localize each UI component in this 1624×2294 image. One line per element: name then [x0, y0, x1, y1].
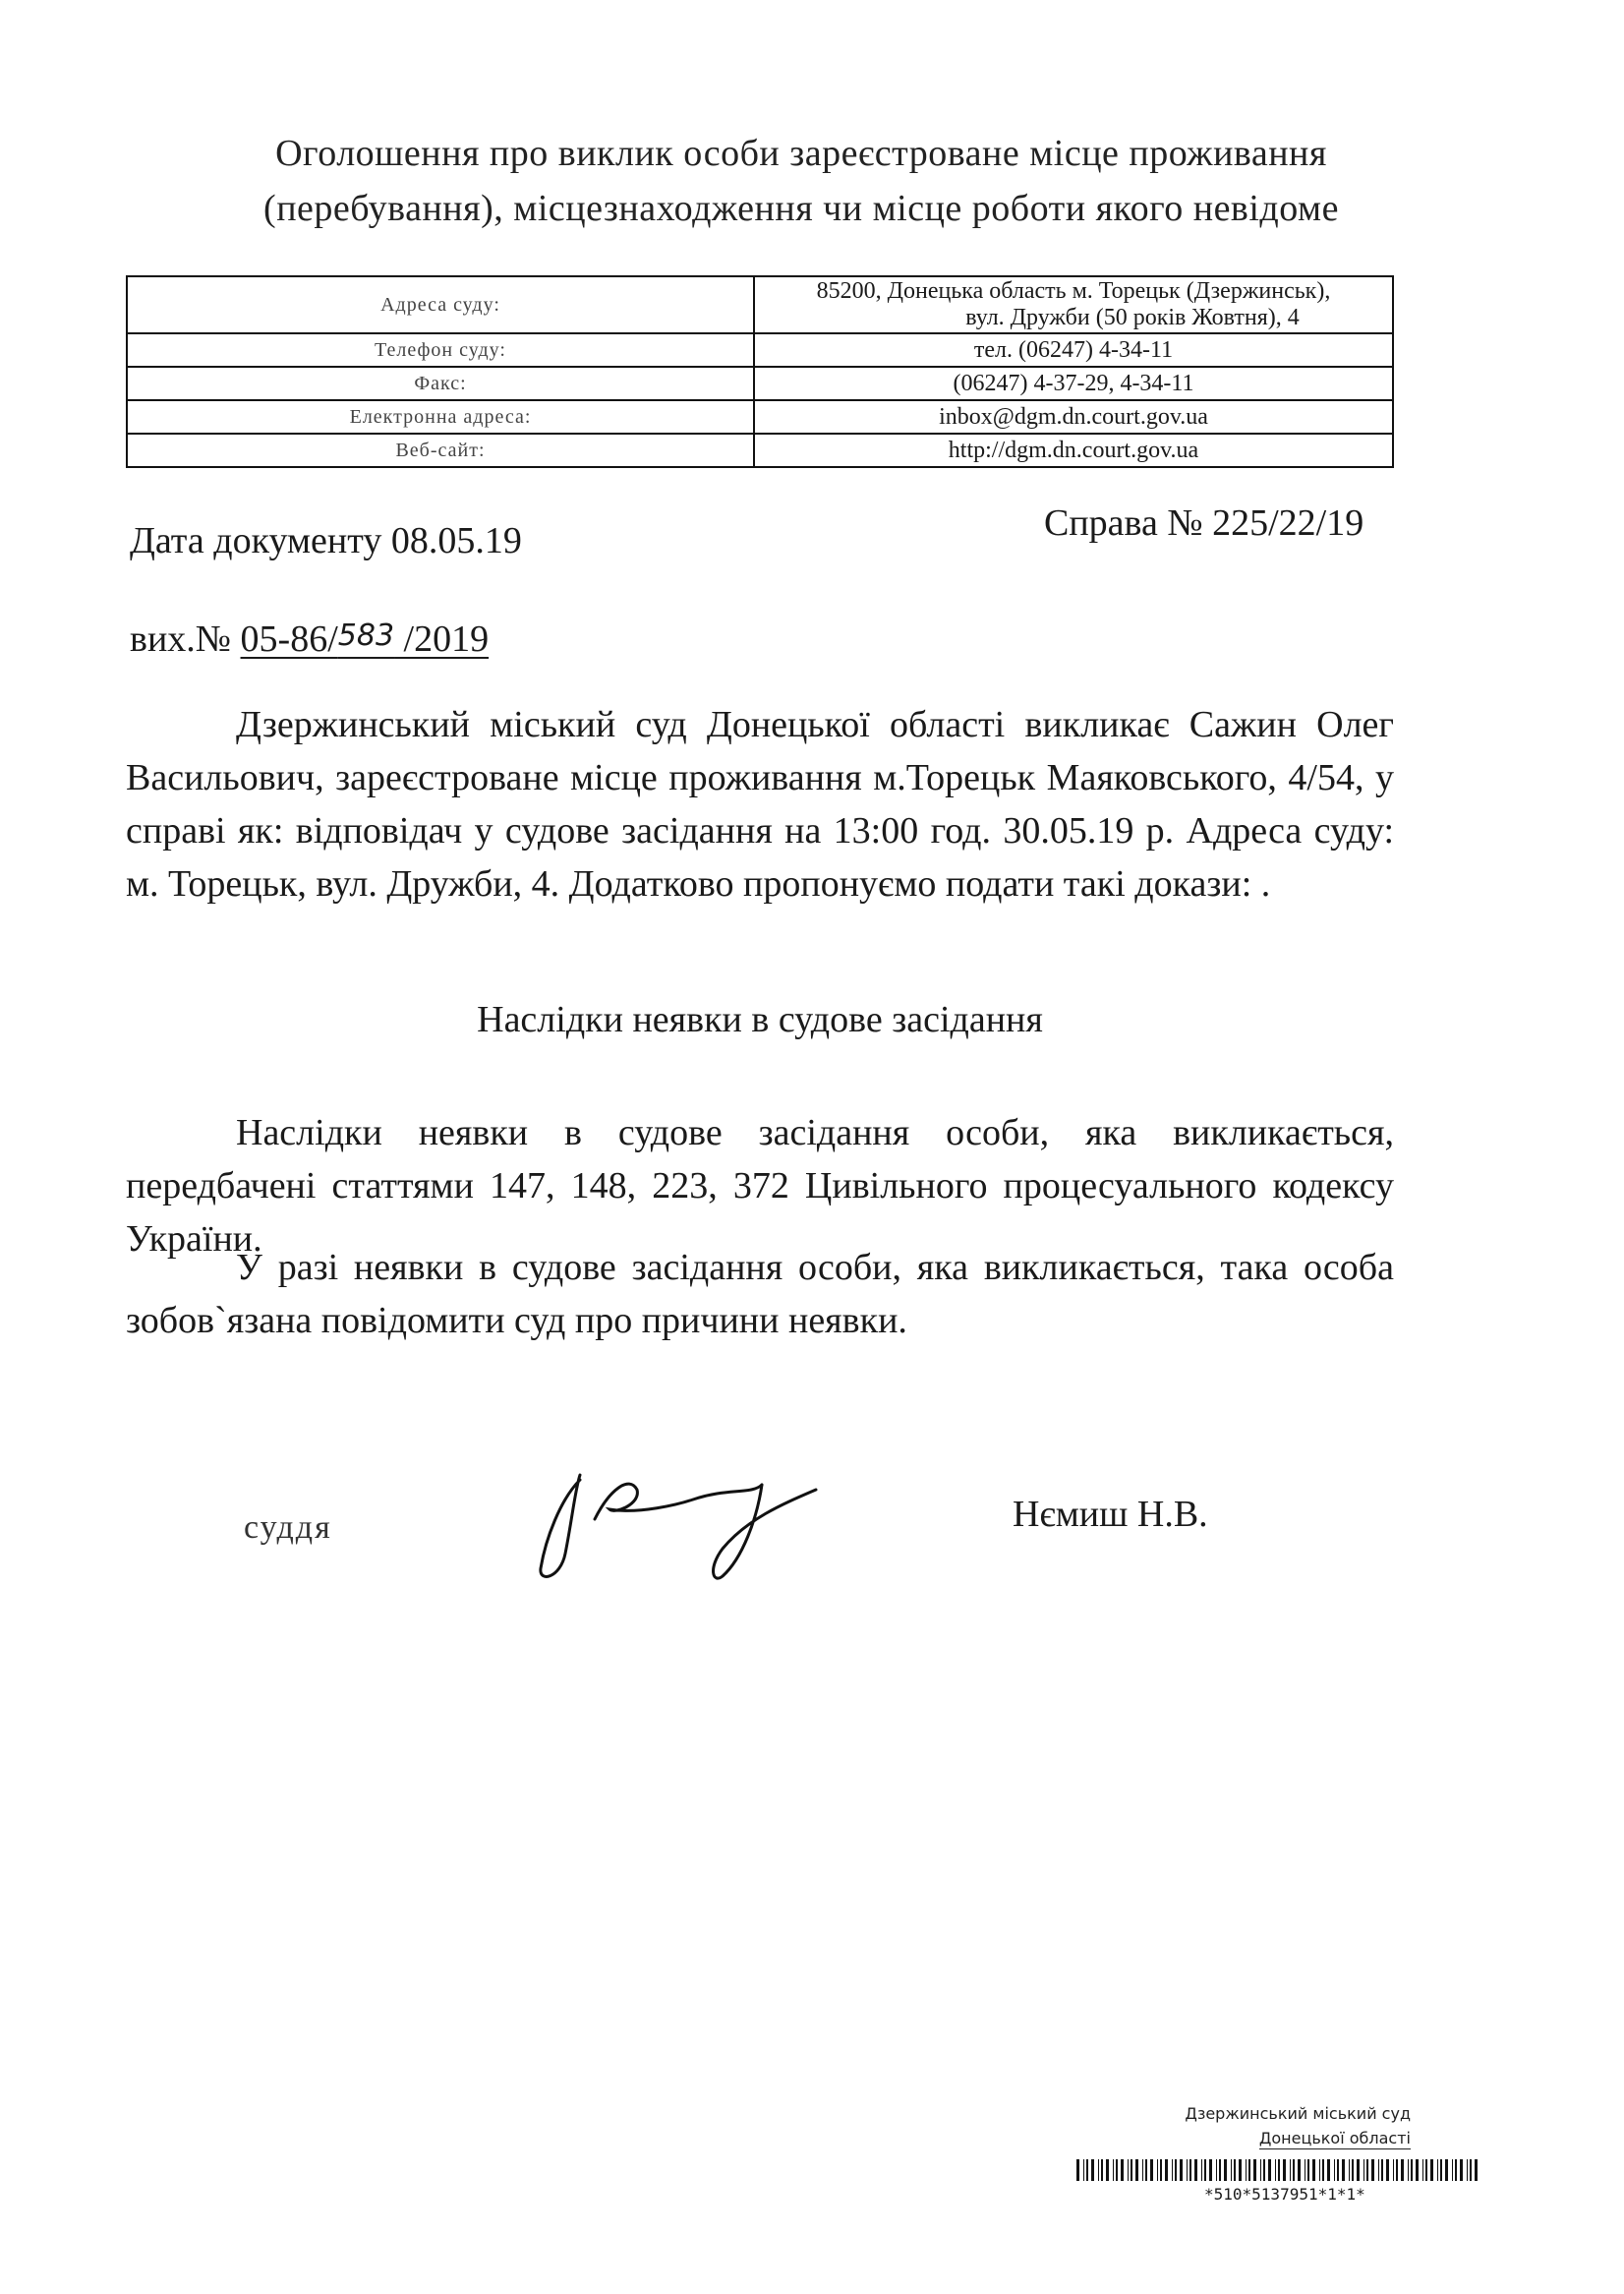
obligation-text: У разі неявки в судове засідання особи, яка викликається, така особа зобов`язана повідомити суд про причини неявки. — [126, 1247, 1394, 1341]
outgoing-part-1: 05-86/ — [240, 618, 338, 660]
email-value: inbox@dgm.dn.court.gov.ua — [754, 400, 1393, 434]
phone-label: Телефон суду: — [127, 333, 754, 367]
fax-value: (06247) 4-37-29, 4-34-11 — [754, 367, 1393, 400]
title-line-1: Оголошення про виклик особи зареєстроване місце проживання — [275, 133, 1327, 174]
consequences-text: Наслідки неявки в судове засідання особи, яка викликається, передбачені статтями 147, 148, 223, 372 Цивільного процесуального кодексу України. — [126, 1112, 1394, 1260]
judge-signature — [521, 1460, 845, 1588]
stamp-line-1: Дзержинський міський суд — [1185, 2104, 1411, 2123]
judge-label: суддя — [244, 1509, 332, 1546]
website-label: Веб-сайт: — [127, 434, 754, 467]
barcode — [1076, 2159, 1489, 2181]
fax-label: Факс: — [127, 367, 754, 400]
table-row — [127, 434, 1393, 467]
address-value-line-2: вул. Дружби (50 років Жовтня), 4 — [965, 305, 1300, 330]
email-label: Електронна адреса: — [127, 400, 754, 434]
barcode-number: *510*5137951*1*1* — [1204, 2185, 1365, 2204]
address-label: Адреса суду: — [127, 276, 754, 333]
court-info-table — [126, 275, 1394, 468]
table-row — [127, 367, 1393, 400]
outgoing-part-2: /2019 — [394, 618, 490, 660]
address-value — [754, 276, 1393, 333]
summons-text: Дзержинський міський суд Донецької області викликає Сажин Олег Васильович, зареєстроване місце проживання м.Торецьк Маяковського, 4/54, у справі як: відповідач у судове засідання на 13:00 год. 30.05.19 р. Адреса суду: м. Торецьк, вул. Дружби, 4. Додатково пропонуємо подати такі докази: . — [126, 704, 1394, 905]
case-number: Справа № 225/22/19 — [1044, 502, 1364, 544]
document-date: Дата документу 08.05.19 — [130, 520, 522, 561]
document-title — [187, 126, 1416, 236]
outgoing-prefix: вих.№ — [130, 618, 241, 660]
obligation-paragraph — [126, 1241, 1394, 1347]
consequences-heading: Наслідки неявки в судове засідання — [477, 999, 1043, 1040]
table-row — [127, 276, 1393, 333]
table-row — [127, 400, 1393, 434]
address-value-line-1: 85200, Донецька область м. Торецьк (Дзержинськ), — [816, 278, 1331, 304]
handwritten-number: 583 — [337, 618, 395, 653]
title-line-2: (перебування), місцезнаходження чи місце роботи якого невідоме — [263, 188, 1339, 229]
outgoing-number-value — [241, 618, 490, 660]
summons-paragraph — [126, 698, 1394, 911]
table-row — [127, 333, 1393, 367]
outgoing-number — [130, 618, 489, 661]
judge-name: Нємиш Н.В. — [1013, 1494, 1208, 1535]
website-value: http://dgm.dn.court.gov.ua — [754, 434, 1393, 467]
phone-value: тел. (06247) 4-34-11 — [754, 333, 1393, 367]
court-stamp — [1072, 2104, 1411, 2149]
stamp-line-2: Донецької області — [1258, 2129, 1411, 2147]
